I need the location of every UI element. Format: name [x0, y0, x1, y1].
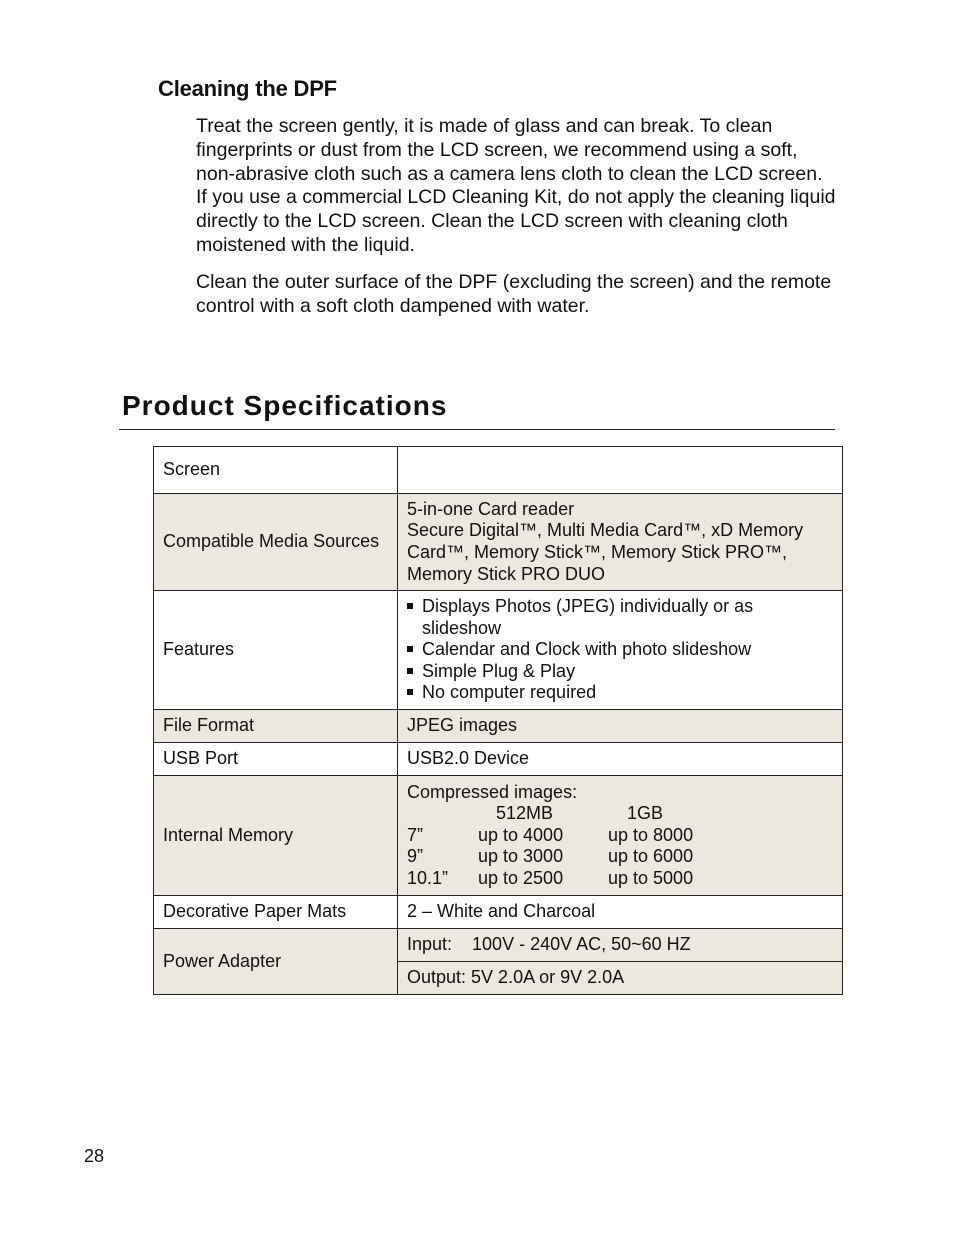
memory-size: 7”	[407, 824, 424, 845]
spec-label-usb: USB Port	[154, 743, 398, 776]
cleaning-paragraph-2: Clean the outer surface of the DPF (excluding the screen) and the remote control with a soft cloth dampened with water.	[196, 271, 832, 317]
heading-rule	[119, 429, 835, 430]
specifications-table	[153, 446, 843, 995]
memory-header	[407, 803, 833, 825]
list-item: Simple Plug & Play	[407, 661, 833, 683]
section-heading-cleaning: Cleaning the DPF	[158, 76, 337, 101]
memory-col-512mb: 512MB	[496, 803, 554, 824]
list-item: No computer required	[407, 682, 833, 704]
memory-row	[407, 825, 833, 847]
table-row	[154, 591, 843, 710]
spec-label-media: Compatible Media Sources	[154, 494, 398, 591]
spec-value-features	[398, 591, 843, 710]
memory-row	[407, 868, 833, 890]
spec-label-memory: Internal Memory	[154, 776, 398, 896]
media-card-reader: 5-in-one Card reader	[407, 498, 575, 519]
spec-label-file-format: File Format	[154, 710, 398, 743]
memory-capacity-1gb: up to 5000	[608, 867, 694, 888]
features-list	[407, 596, 833, 704]
memory-capacity-1gb: up to 6000	[608, 846, 694, 867]
table-row	[154, 710, 843, 743]
table-row	[154, 447, 843, 494]
spec-label-features: Features	[154, 591, 398, 710]
memory-row	[407, 846, 833, 868]
spec-value-media	[398, 494, 843, 591]
memory-col-1gb: 1GB	[627, 803, 664, 824]
cleaning-paragraph-1: Treat the screen gently, it is made of glass and can break. To clean fingerprints or dust from the LCD screen, we recommend using a soft, non-abrasive cloth such as a camera lens cloth to clean the LCD screen. If you use a commercial LCD Cleaning Kit, do not apply the cleaning liquid directly to the LCD screen. Clean the LCD screen with cleaning cloth moistened with the liquid.	[196, 115, 836, 256]
memory-size: 9”	[407, 846, 424, 867]
spec-value-mats: 2 – White and Charcoal	[398, 896, 843, 929]
list-item: Calendar and Clock with photo slideshow	[407, 639, 833, 661]
spec-value-screen	[398, 447, 843, 494]
memory-capacity-512: up to 2500	[478, 867, 564, 888]
table-row	[154, 743, 843, 776]
spec-value-memory	[398, 776, 843, 896]
spec-value-power-input: Input: 100V - 240V AC, 50~60 HZ	[398, 929, 843, 962]
spec-value-usb: USB2.0 Device	[398, 743, 843, 776]
memory-caption: Compressed images:	[407, 781, 578, 802]
list-item: Displays Photos (JPEG) individually or as slideshow	[407, 596, 833, 639]
memory-capacity-512: up to 4000	[478, 824, 564, 845]
table-row	[154, 929, 843, 962]
spec-label-mats: Decorative Paper Mats	[154, 896, 398, 929]
table-row	[154, 896, 843, 929]
spec-label-power: Power Adapter	[154, 929, 398, 995]
memory-size: 10.1”	[407, 867, 449, 888]
memory-capacity-1gb: up to 8000	[608, 824, 694, 845]
section-heading-specifications: Product Specifications	[122, 390, 448, 421]
spec-value-power-output: Output: 5V 2.0A or 9V 2.0A	[398, 962, 843, 995]
spec-value-file-format: JPEG images	[398, 710, 843, 743]
table-row	[154, 494, 843, 591]
table-row	[154, 776, 843, 896]
media-formats: Secure Digital™, Multi Media Card™, xD Memory Card™, Memory Stick™, Memory Stick PRO™, Memory Stick PRO DUO	[407, 520, 804, 584]
memory-capacity-512: up to 3000	[478, 846, 564, 867]
spec-label-screen: Screen	[154, 447, 398, 494]
page-number: 28	[84, 1146, 105, 1166]
